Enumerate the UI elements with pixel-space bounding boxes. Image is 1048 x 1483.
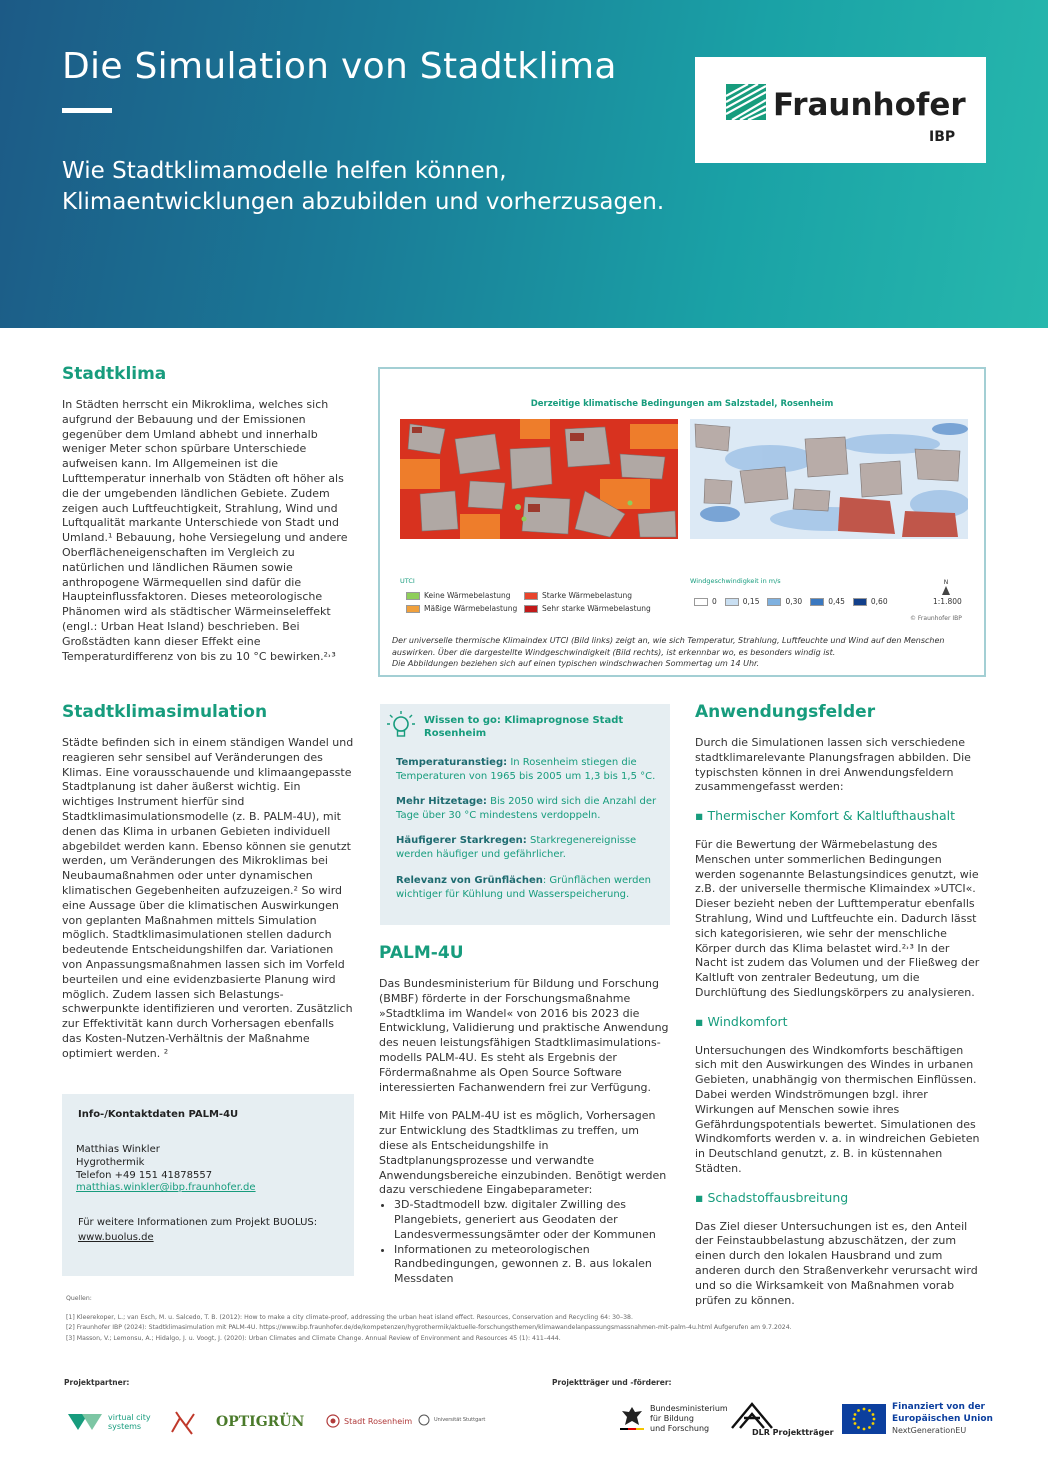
anwendung-text: Untersuchungen des Windkomforts beschäftigen sich mit den Auswirkungen des Windes in urbanen Gebieten, unabhängig von thermischen Einflüssen. Dabei werden Windströmungen bzgl. ihrer Wirkungen auf Menschen sowie ihres Gefährdungspotentials bewertet. Simulationen des Windkomforts werden v. a. in windreichen Gebieten in Deutschland genutzt, z. B. in küstennahen Städten. [695,1043,980,1175]
rosenheim-logo [326,1414,412,1428]
fraunhofer-mark-icon [726,84,766,120]
buolus-link[interactable]: www.buolus.de [78,1232,154,1243]
contact-phone: Telefon +49 151 41878557 [76,1169,213,1181]
wissen-item-text: : Grünflächen werden wichtiger für Kühlung und Wasserspeicherung. [396,875,651,900]
north-label: N [943,579,949,586]
wissen-item [396,756,658,783]
utci-legend-item [406,604,517,613]
field-label: Windkomfort [707,1013,788,1029]
vcs-mark-icon [68,1412,102,1432]
wind-legend [694,597,888,606]
simulation-heading: Stadtklimasimulation [62,702,268,722]
legend-label: 0,60 [870,597,888,606]
wissen-item-text: Bis 2050 wird sich die Anzahl der Tage über 30 °C mindestens verdoppeln. [396,796,657,821]
stadtklima-text: In Städten herrscht ein Mikroklima, welches sich aufgrund der Bebauung und der Emissionen gegenüber dem Umland abhebt und innerhalb weniger Meter schon spürbare Unterschiede aufweisen kann. Im Allgemeinen ist die Lufttemperatur innerhalb von Städten oft höher als die der umgebenden ländlichen Gebiete. Zudem zeigen auch Luftfeuchtigkeit, Strahlung, Wind und Luftqualität markante Unterschiede von Stadt und Umland.¹ Bebauung, hohe Versiegelung und andere Oberflächeneigenschaften im Vergleich zu natürlichen und ländlichen Räumen sowie anthropogene Wärmequellen sind dafür die Haupteinflussfaktoren. Dieses meteorologische Phänomen wird als städtischer Wärmeinseleffekt (engl.: Urban Heat Island) beschrieben. Bei Großstädten kann dieser Effekt eine Temperaturdifferenz von bis zu 10 °C bewirken.²˒³ [62,398,348,663]
wind-legend-title: Windgeschwindigkeit in m/s [690,577,781,585]
utci-legend-item [406,591,511,600]
legend-label: Keine Wärmebelastung [424,591,511,600]
field-label: Thermischer Komfort & Kaltlufthaushalt [707,808,956,824]
funders-label: Projektträger und -förderer: [552,1378,672,1387]
federal-eagle-icon [620,1404,644,1430]
rosenheim-seal-icon [326,1414,340,1428]
legend-swatch [524,592,538,600]
wind-legend-item [853,597,888,606]
utci-legend-title: UTCI [400,577,415,585]
wissen-item-label: Relevanz von Grünflächen [396,875,543,886]
legend-swatch [810,598,824,606]
legend-swatch [694,598,708,606]
wissen-item [396,874,658,901]
wissen-heading: Wissen to go: Klimaprognose Stadt Rosenheim [424,715,624,739]
eu-funding-label [892,1402,993,1437]
optigruen-logo: OPTIGRÜN [216,1414,305,1430]
logo-wordmark: Fraunhofer [773,87,966,123]
bmbf-logo [620,1404,728,1434]
subtitle-line-2: Klimaentwicklungen abzubilden und vorherzusagen. [62,189,665,215]
palm-content [379,977,671,1287]
lightbulb-icon [386,709,416,743]
wissen-item [396,795,658,822]
wissen-to-go-box [380,704,670,925]
title-underline [62,108,112,113]
bmbf-line: für Bildung [650,1414,694,1423]
references-heading: Quellen: [66,1295,92,1302]
anwendung-intro: Durch die Simulationen lassen sich verschiedene stadtklimarelevante Planungsfragen abbilden. Die typischsten können in drei Anwendungsfeldern zusammengefasst werden: [695,736,971,794]
anwendung-field-heading: ▪ Thermischer Komfort & Kaltlufthaushalt [695,808,956,824]
palm-heading: PALM-4U [379,943,464,963]
contact-heading: Info-/Kontaktdaten PALM-4U [78,1109,239,1120]
figure-copyright: © Fraunhofer IBP [910,615,962,622]
legend-swatch [406,605,420,613]
subtitle-line-1: Wie Stadtklimamodelle helfen können, [62,158,507,184]
partner-figure-logo-icon [166,1410,200,1436]
vcs-logo [68,1412,154,1432]
anwendung-field-heading: ▪ Schadstoffausbreitung [695,1189,849,1205]
contact-name: Matthias Winkler [76,1144,160,1155]
map-scale: 1:1.800 [933,597,962,606]
reference-item: [1] Kleerekoper, L.; van Esch, M. u. Salcedo, T. B. (2012): How to make a city climate-proof, addressing the urban heat island effect. Resources, Conservation and Recycling 64: 30–38. [66,1313,633,1321]
utci-legend-item [524,604,651,613]
contact-details [76,1144,256,1195]
partners-label: Projektpartner: [64,1378,130,1387]
legend-swatch [406,592,420,600]
simulation-text: Städte befinden sich in einem ständigen Wandel und reagieren sehr sensibel auf Veränderungen des Klimas. Eine vorausschauende und klimaangepasste Stadtplanung ist daher äußerst wichtig. Ein wichtiges Instrument hierfür sind Stadtklimasimulationsmodelle (z. B. PALM-4U), mit denen das Klima in urbanen Gebieten individuell abgebildet werden kann. Ebenso können sie genutzt werden, um Veränderungen des Mikroklimas bei Neubaumaßnahmen oder unter dynamischen klimatischen Gegebenheiten aufzuzeigen.² So wird eine Aussage über die klimatischen Auswirkungen von geplanten Maßnahmen mittels Simulation möglich. Stadtklimasimulationen stellen dadurch bedeutende Entscheidungshilfen dar. Variationen von Anpassungsmaßnahmen lassen sich im Vorfeld beurteilen und eine evidenzbasierte Planung wird möglich. Zudem lassen sich Belastungs- schwerpunkte identifizieren und verorten. Zusätzlich zur Effektivität kann durch Vorhersagen ebenfalls das Kosten-Nutzen-Verhältnis der Maßnahme optimiert werden. ² [62,736,354,1060]
legend-swatch [767,598,781,606]
wissen-item-label: Häufigerer Starkregen: [396,835,527,846]
wissen-item-label: Mehr Hitzetage: [396,796,487,807]
anwendung-heading: Anwendungsfelder [695,702,876,722]
palm-paragraph: Das Bundesministerium für Bildung und Forschung (BMBF) förderte in der Forschungsmaßnahme »Stadtklima im Wandel« von 2016 bis 2023 die Entwicklung, Validierung und praktische Anwendung des neuen leistungsfähigen Stadtklimasimulations- modells PALM-4U. Es steht als Ergebnis der Fördermaßnahme als Open Source Software interessierten Fachanwendern frei zur Verfügung. [379,977,669,1094]
wind-legend-item [694,597,717,606]
climate-figure [378,367,986,677]
utci-legend-item [524,591,632,600]
legend-swatch [725,598,739,606]
utci-map [400,419,678,539]
logo-institute: IBP [929,129,956,145]
north-arrow-icon [942,579,950,595]
uni-seal-icon [418,1414,430,1426]
palm-parameter-list [379,1198,671,1287]
contact-org: Hygrothermik [76,1156,145,1168]
figure-caption-line: Der universelle thermische Klimaindex UTCI (Bild links) zeigt an, wie sich Temperatur, Strahlung, Luftfeuchte und Wind auf den Menschen auswirken. Über die dargestellte Windgeschwindigkeit (Bild rechts), ist erkennbar wo, es besonders windig ist. [392,636,945,657]
contact-more-info: Für weitere Informationen zum Projekt BUOLUS: [78,1217,318,1228]
eu-flag-icon [842,1404,886,1434]
reference-item: [3] Masson, V.; Lemonsu, A.; Hidalgo, J. u. Voogt, J. (2020): Urban Climates and Climate Change. Annual Review of Environment and Resources 45 (1): 411–444. [66,1334,561,1342]
legend-label: 0,30 [785,597,803,606]
uni-name: Universität Stuttgart [434,1417,486,1423]
figure-caption [392,635,976,670]
eu-line: NextGenerationEU [892,1426,967,1435]
legend-swatch [524,605,538,613]
wissen-item [396,834,658,861]
legend-label: 0 [712,597,717,606]
references [66,1294,966,1344]
anwendung-content [695,736,985,1308]
dlr-mark-icon [730,1402,774,1430]
wind-legend-item [725,597,760,606]
figure-caption-line: Die Abbildungen beziehen sich auf einen typischen windschwachen Sommertag um 14 Uhr. [392,659,760,668]
legend-label: Mäßige Wärmebelastung [424,604,518,613]
palm-paragraph: Mit Hilfe von PALM-4U ist es möglich, Vorhersagen zur Entwicklung des Stadtklimas zu treffen, um diese als Entscheidungshilfe in Stadtplanungsprozesse und verwandte Anwendungsbereiche einzubinden. Benötigt werden dazu verschiedene Eingabeparameter: [379,1109,667,1197]
dlr-name: DLR Projektträger [752,1428,834,1437]
wind-legend-item [767,597,802,606]
field-label: Schadstoffausbreitung [707,1189,849,1205]
legend-label: 0,45 [828,597,845,606]
figure-title: Derzeitige klimatische Bedingungen am Salzstadel, Rosenheim [530,399,834,409]
wissen-item-label: Temperaturanstieg: [396,757,508,768]
bmbf-line: Bundesministerium [650,1404,728,1413]
eu-line: Finanziert von der [892,1402,985,1412]
contact-box [62,1094,354,1276]
anwendung-text: Das Ziel dieser Untersuchungen ist es, den Anteil der Feinstaubbelastung abzuschätzen, der zum einen durch den lokalen Hausbrand und zum anderen durch den Straßenverkehr verursacht wird und so die Wirksamkeit von Maßnahmen vorab prüfen zu können. [695,1219,978,1307]
legend-swatch [853,598,867,606]
bmbf-line: und Forschung [650,1424,710,1433]
rosenheim-name: Stadt Rosenheim [344,1416,413,1426]
bmbf-name [650,1404,728,1434]
legend-label: Starke Wärmebelastung [542,591,633,600]
eu-line: Europäischen Union [892,1413,993,1424]
reference-item: [2] Fraunhofer IBP (2024): Stadtklimasimulation mit PALM-4U. https://www.ibp.fraunhofer.de/de/kompetenzen/hygrothermik/aktuelle-forschungsthemen/klimawandelanpassungsmassnahmen-mit-palm-4u.html Aufgerufen am 9.7.2024. [66,1324,792,1331]
vcs-name: virtual city systems [108,1413,151,1431]
wissen-item-text: In Rosenheim stiegen die Temperaturen von 1965 bis 2005 um 1,3 bis 1,5 °C. [396,757,656,782]
anwendung-text: Für die Bewertung der Wärmebelastung des Menschen unter sommerlichen Bedingungen werden sogenannte Belastungsindices genutzt, wie z.B. der universelle thermische Klimaindex »UTCI«. Dieser bezieht neben der Lufttemperatur ebenfalls Strahlung, Wind und Luftfeuchte ein. Dadurch lässt sich kategorisieren, wie sehr der menschliche Körper durch das Klima belastet wird.²˒³ In der Nacht ist zudem das Volumen und der Fließweg der Kaltluft von zentraler Bedeutung, um die Durchlüftung des Siedlungskörpers zu analysieren. [695,837,980,999]
page-subtitle [62,156,702,218]
list-item: • 3D-Stadtmodell bzw. digitaler Zwilling des Plangebiets, generiert aus Geodaten der Landesvermessungsämter oder der Kommunen [394,1198,671,1242]
stadtklima-heading: Stadtklima [62,364,167,384]
page-title: Die Simulation von Stadtklima [62,46,617,87]
legend-label: Sehr starke Wärmebelastung [542,604,651,613]
legend-label: 0,15 [742,597,760,606]
wind-legend-item [810,597,845,606]
wind-map [690,419,968,539]
uni-stuttgart-logo [418,1414,514,1426]
anwendung-field-heading: ▪ Windkomfort [695,1013,788,1029]
wissen-item-text: Starkregenereignisse werden häufiger und gefährlicher. [396,835,637,860]
contact-email-link[interactable]: matthias.winkler@ibp.fraunhofer.de [76,1182,256,1194]
list-item: • Informationen zu meteorologischen Randbedingungen, gewonnen z. B. aus lokalen Messdaten [394,1243,671,1287]
